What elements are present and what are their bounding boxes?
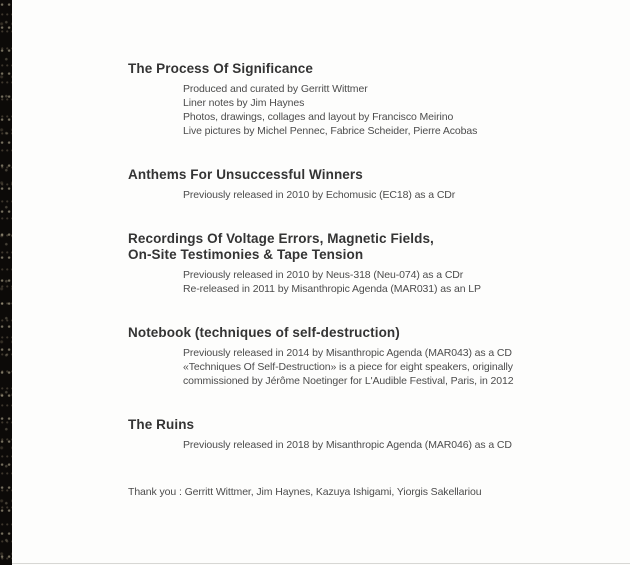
book-spine-texture bbox=[0, 0, 12, 565]
album-title-line: The Process Of Significance bbox=[128, 61, 314, 76]
release-info-line: «Techniques Of Self-Destruction» is a piece for eight speakers, originally bbox=[183, 361, 513, 373]
release-info-line: Previously released in 2010 by Neus-318 (Neu-074) as a CDr bbox=[183, 269, 464, 281]
album-title-line: The Ruins bbox=[128, 417, 195, 432]
credit-line: Produced and curated by Gerritt Wittmer bbox=[183, 83, 368, 95]
album-title-line: Anthems For Unsuccessful Winners bbox=[128, 167, 363, 182]
thank-you-line: Thank you : Gerritt Wittmer, Jim Haynes, Kazuya Ishigami, Yiorgis Sakellariou bbox=[128, 486, 482, 498]
album-title-line: Recordings Of Voltage Errors, Magnetic Fields, bbox=[128, 231, 434, 246]
release-info-line: commissioned by Jérôme Noetinger for L'Audible Festival, Paris, in 2012 bbox=[183, 375, 514, 387]
release-info-line: Previously released in 2014 by Misanthropic Agenda (MAR043) as a CD bbox=[183, 347, 512, 359]
credit-line: Photos, drawings, collages and layout by Francisco Meirino bbox=[183, 111, 454, 123]
release-info-line: Previously released in 2018 by Misanthropic Agenda (MAR046) as a CD bbox=[183, 439, 512, 451]
release-info-line: Re-released in 2011 by Misanthropic Agenda (MAR031) as an LP bbox=[183, 283, 481, 295]
album-title-line: Notebook (techniques of self-destruction) bbox=[128, 325, 400, 340]
page-bottom-edge bbox=[0, 563, 630, 564]
credit-line: Liner notes by Jim Haynes bbox=[183, 97, 305, 109]
album-title bbox=[128, 417, 606, 433]
album-title bbox=[128, 61, 606, 77]
album-section-recordings-of-voltage-errors bbox=[128, 231, 606, 296]
album-section-process-of-significance bbox=[128, 61, 606, 138]
album-title-line: On-Site Testimonies & Tape Tension bbox=[128, 247, 364, 262]
credit-line: Live pictures by Michel Pennec, Fabrice Scheider, Pierre Acobas bbox=[183, 125, 478, 137]
album-title bbox=[128, 325, 606, 341]
liner-notes-page bbox=[128, 61, 606, 499]
album-section-the-ruins bbox=[128, 417, 606, 452]
album-section-notebook bbox=[128, 325, 606, 388]
album-section-anthems-for-unsuccessful-winners bbox=[128, 167, 606, 202]
release-info-line: Previously released in 2010 by Echomusic (EC18) as a CDr bbox=[183, 189, 456, 201]
album-title bbox=[128, 231, 606, 263]
album-title bbox=[128, 167, 606, 183]
